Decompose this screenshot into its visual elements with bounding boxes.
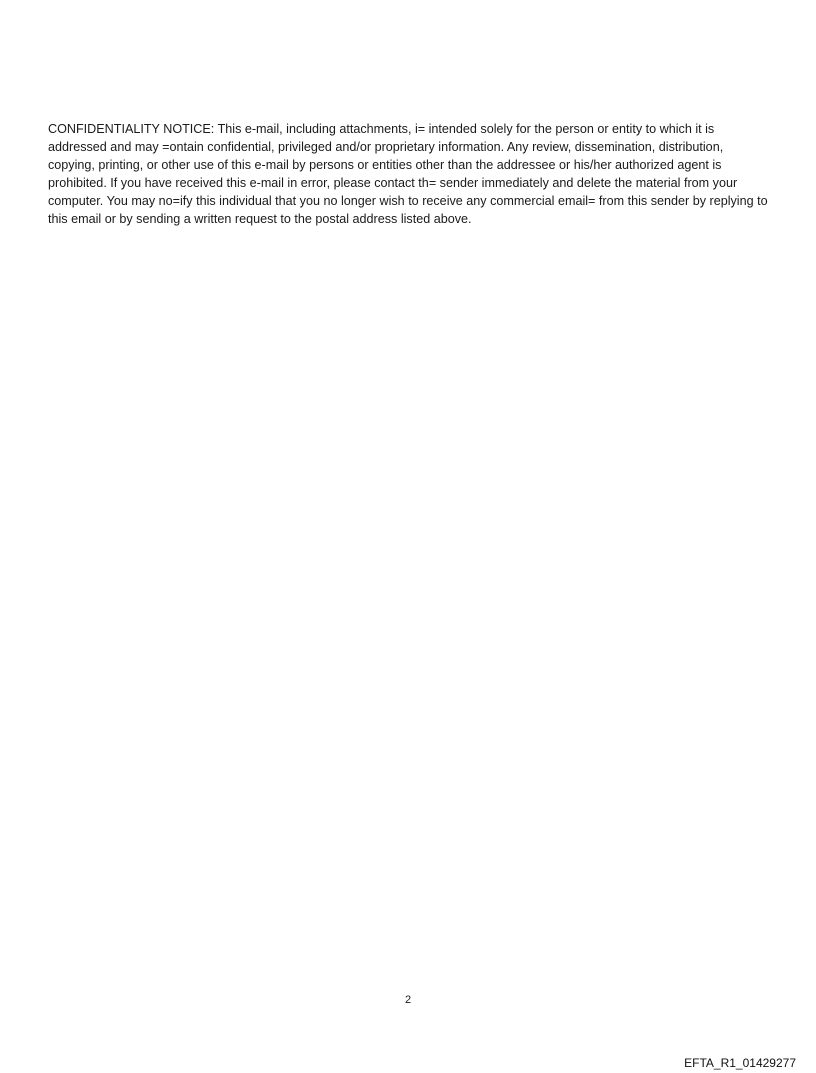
bates-number: EFTA_R1_01429277 [684,1056,796,1070]
page-number: 2 [404,994,412,1006]
confidentiality-notice: CONFIDENTIALITY NOTICE: This e-mail, including attachments, i= intended solely for the person or entity to which it is addressed and may =ontain confidential, privileged and/or proprietary information. Any review, dissemination, distribution, copying, printing, or other use of this e-mail by persons or entities other than the addressee or his/her authorized agent is prohibited. If you have received this e-mail in error, please contact th= sender immediately and delete the material from your computer. You may no=ify this individual that you no longer wish to receive any commercial email= from this sender by replying to this email or by sending a written request to the postal address listed above. [48,122,768,227]
